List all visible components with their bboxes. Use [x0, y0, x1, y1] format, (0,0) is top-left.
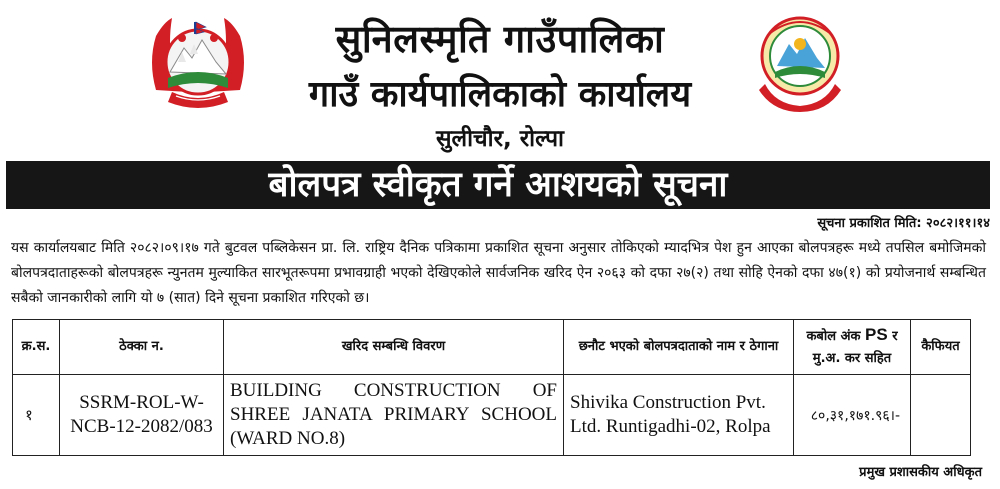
table-row	[13, 375, 971, 456]
bid-table	[12, 319, 971, 456]
header-amount	[794, 320, 911, 375]
header-amount-pre: कबोल अंक	[806, 329, 866, 344]
header-remarks: कैफियत	[911, 320, 971, 375]
row-bidder: Shivika Construction Pvt. Ltd. Runtigadhi-02, Rolpa	[564, 375, 794, 456]
row-contract-number: SSRM-ROL-W-NCB-12-2082/083	[60, 375, 224, 456]
header-amount-post: र मु.अ. कर सहित	[812, 329, 898, 366]
header-amount-ps: PS	[865, 325, 888, 344]
municipality-seal-icon	[755, 14, 845, 114]
office-address: सुलीचौर, रोल्पा	[435, 126, 565, 152]
municipality-name: सुनिलस्मृति गाउँपालिका	[335, 17, 665, 61]
row-description: BUILDING CONSTRUCTION OF SHREE JANATA PRIMARY SCHOOL (WARD NO.8)	[224, 375, 564, 456]
notice-title-banner: बोलपत्र स्वीकृत गर्ने आशयको सूचना	[6, 161, 990, 209]
letterhead	[0, 0, 1000, 160]
header-bidder: छनौट भएको बोलपत्रदाताको नाम र ठेगाना	[564, 320, 794, 375]
row-sn: १	[13, 375, 60, 456]
notice-body: यस कार्यालयबाट मिति २०८२।०९।१७ गते बुटवल पब्लिकेसन प्रा. लि. राष्ट्रिय दैनिक पत्रिकामा प्रकाशित सूचना अनुसार तोकिएको म्यादभित्र पेश हुन आएका बोलपत्रहरू मध्ये तपसिल बमोजिमको बोलपत्रदाताहरूको बोलपत्रहरू न्युनतम मुल्याकित सारभूतरूपमा प्रभावग्राही भएको देखिएकोले सार्वजनिक खरिद ऐन २०६३ को दफा २७(२) तथा सोहि ऐनको दफा ४७(१) को प्रयोजनार्थ सम्बन्धित सबैको जानकारीको लागि यो ७ (सात) दिने सूचना प्रकाशित गरिएको छ।	[11, 240, 986, 306]
header-description: खरिद सम्बन्धि विवरण	[224, 320, 564, 375]
table-header-row	[13, 320, 971, 375]
header-sn: क्र.स.	[13, 320, 60, 375]
published-date: सूचना प्रकाशित मिति: २०८२।११।१४	[817, 216, 990, 231]
row-amount: ८०,३१,१७१.९६।-	[794, 375, 911, 456]
row-remarks	[911, 375, 971, 456]
office-name: गाउँ कार्यपालिकाको कार्यालय	[308, 74, 692, 115]
header-contract: ठेक्का न.	[60, 320, 224, 375]
signoff-title: प्रमुख प्रशासकीय अधिकृत	[859, 465, 982, 480]
